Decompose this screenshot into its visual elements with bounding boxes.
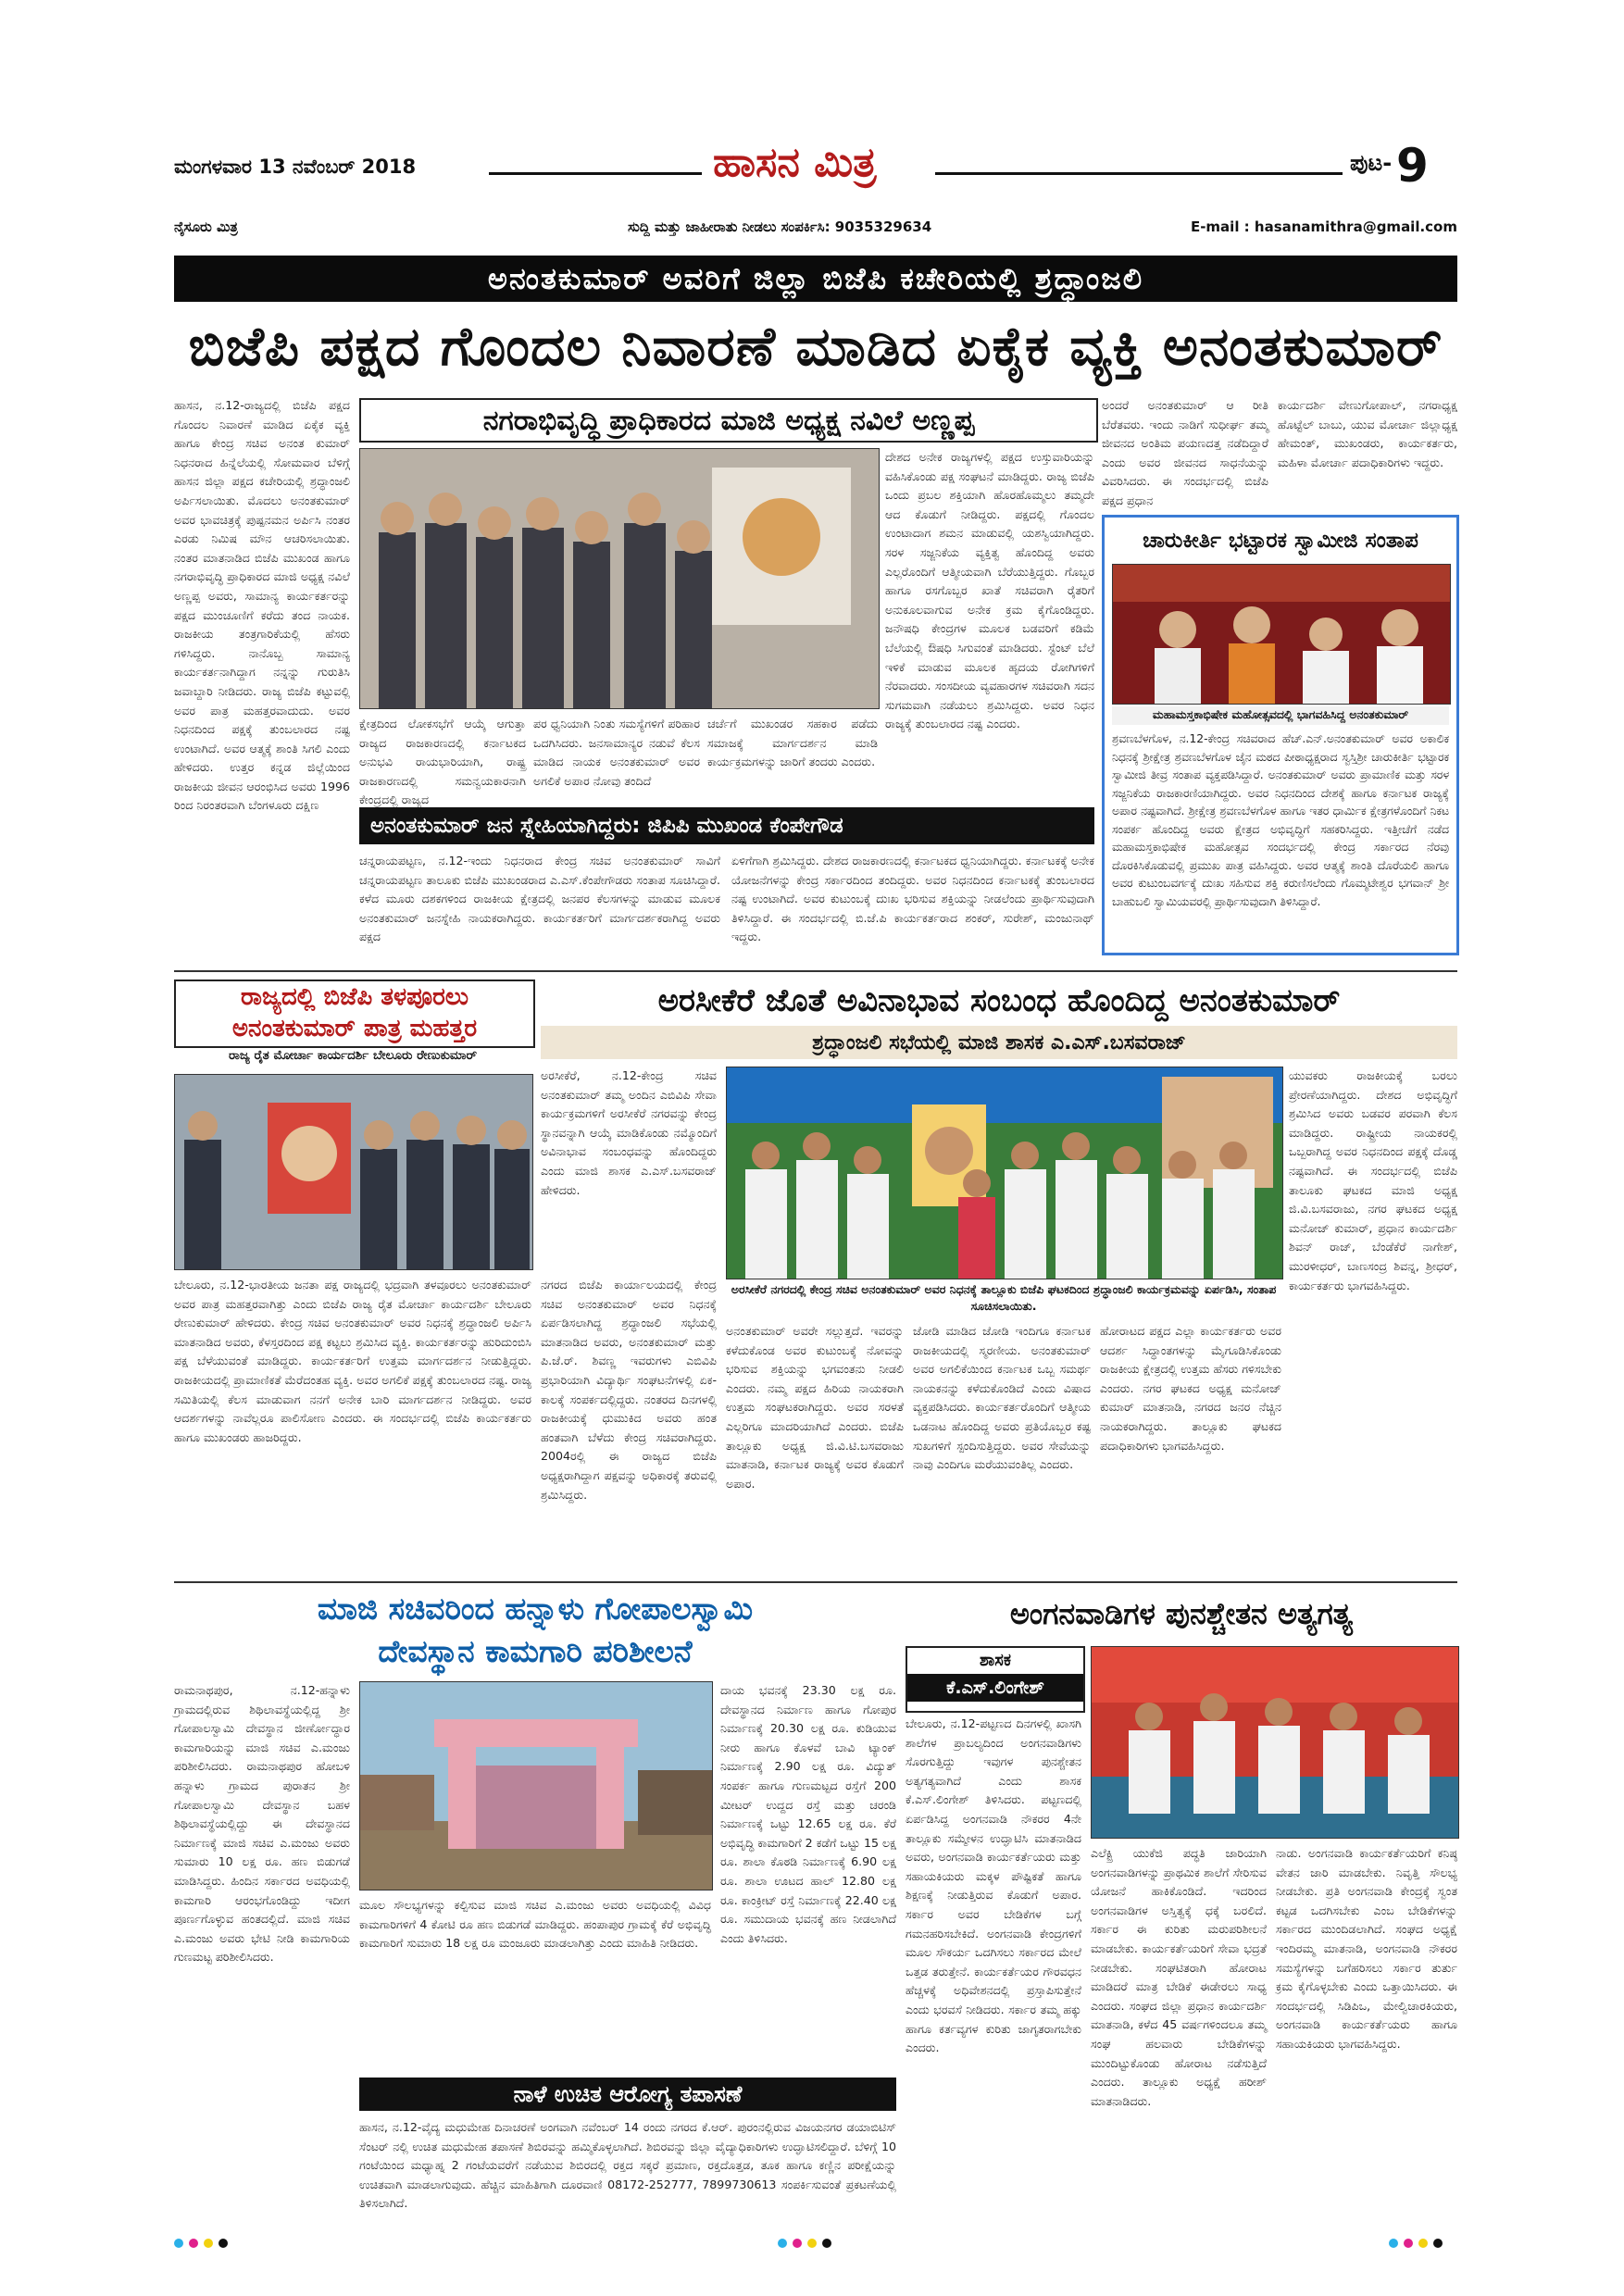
section-divider-1 [174, 970, 1457, 972]
story3-top-text2: ಕಾರ್ಯದರ್ಶಿ ವೇಣುಗೋಪಾಲ್, ನಗರಾಧ್ಯಕ್ಷ ಹೊಟ್ಟೆಲ್ ಬಾಬು, ಯುವ ಮೋರ್ಚಾ ಜಿಲ್ಲಾಧ್ಯಕ್ಷ ಹೇಮಂತ್, ಮುಖಂಡರು, ಕಾರ್ಯಕರ್ತರು, ಮಹಿಳಾ ಮೋರ್ಚಾ ಪದಾಧಿಕಾರಿಗಳು ಇದ್ದರು. [1278, 398, 1457, 469]
story6-photo [359, 1681, 713, 1890]
story3-photo [1112, 564, 1451, 705]
story8-byline-name: ಕೆ.ಎಸ್.ಲಿಂಗೇಶ್ [907, 1674, 1083, 1702]
story1-subhead: ನಗರಾಭಿವೃದ್ಧಿ ಪ್ರಾಧಿಕಾರದ ಮಾಜಿ ಅಧ್ಯಕ್ಷ ನವಿಲೆ ಅಣ್ಣಪ್ಪ [359, 398, 1098, 443]
story4-photo-graphic [175, 1075, 532, 1269]
story5-col1: ಅರಸೀಕೆರೆ, ನ.12-ಕೇಂದ್ರ ಸಚಿವ ಅನಂತಕುಮಾರ್ ತಮ್ಮ ಅಂದಿನ ಎಬಿವಿಪಿ ಸೇವಾ ಕಾರ್ಯಕ್ರಮಗಳಿಗೆ ಅರಸೀಕೆರೆ ನಗರವನ್ನು ಕೇಂದ್ರ ಸ್ಥಾನವನ್ನಾಗಿ ಆಯ್ಕೆ ಮಾಡಿಕೊಂಡು ನಮ್ಮೊಂದಿಗೆ ಅವಿನಾಭಾವ ಸಂಬಂಧವನ್ನು ಹೊಂದಿದ್ದರು ಎಂದು ಮಾಜಿ ಶಾಸಕ ಎ.ಎಸ್.ಬಸವರಾಜ್ ಹೇಳಿದರು. [541, 1068, 717, 1197]
top-banner: ಅನಂತಕುಮಾರ್ ಅವರಿಗೆ ಜಿಲ್ಲಾ ಬಿಜೆಪಿ ಕಚೇರಿಯಲ್ಲಿ ಶ್ರದ್ಧಾಂಜಲಿ [174, 256, 1457, 302]
story5-col2: ಅನಂತಕುಮಾರ್ ಅವರೇ ಸಲ್ಲುತ್ತದೆ. ಇವರನ್ನು ಕಳೆದುಕೊಂಡ ಅವರ ಕುಟುಂಬಕ್ಕೆ ನೋವನ್ನು ಭರಿಸುವ ಶಕ್ತಿಯನ್ನು ಭಗವಂತನು ನೀಡಲಿ ಎಂದರು. ನಮ್ಮ ಪಕ್ಷದ ಹಿರಿಯ ನಾಯಕರಾಗಿ ಉತ್ತಮ ಸಂಘಟಕರಾಗಿದ್ದರು. ಅವರ ಸರಳತೆ ಎಲ್ಲರಿಗೂ ಮಾದರಿಯಾಗಿದೆ ಎಂದರು. ಬಿಜೆಪಿ ತಾಲ್ಲೂಕು ಅಧ್ಯಕ್ಷ ಜಿ.ವಿ.ಟಿ.ಬಸವರಾಜು ಮಾತನಾಡಿ, ಕರ್ನಾಟಕ ರಾಜ್ಯಕ್ಕೆ ಅವರ ಕೊಡುಗೆ ಅಪಾರ. [726, 1324, 904, 1491]
story5-headline: ಅರಸೀಕೆರೆ ಜೊತೆ ಅವಿನಾಭಾವ ಸಂಬಂಧ ಹೊಂದಿದ್ದ ಅನಂತಕುಮಾರ್ [657, 982, 1341, 1019]
reg-dot-magenta [793, 2239, 802, 2248]
reg-dot-yellow [204, 2239, 213, 2248]
story8-headline: ಅಂಗನವಾಡಿಗಳ ಪುನಶ್ಚೇತನ ಅತ್ಯಗತ್ಯ [1009, 1595, 1354, 1631]
reg-dot-black [1433, 2239, 1443, 2248]
story3-top-text: ಅಂದರೆ ಅನಂತಕುಮಾರ್ ಆ ರೀತಿ ಬೆರೆತವರು. ಇಂದು ನಾಡಿಗೆ ಸುಧೀರ್ಘ ತಮ್ಮ ಜೀವನದ ಅಂತಿಮ ಪಯಣದತ್ತ ನಡೆದಿದ್ದಾರೆ ಎಂದು ಅವರ ಜೀವನದ ಸಾಧನೆಯನ್ನು ವಿವರಿಸಿದರು. ಈ ಸಂದರ್ಭದಲ್ಲಿ ಬಿಜೆಪಿ ಪಕ್ಷದ ಪ್ರಧಾನ [1102, 398, 1268, 507]
story8-byline-title: ಶಾಸಕ [980, 1651, 1011, 1670]
reg-dot-yellow [1418, 2239, 1428, 2248]
story3-body: ಶ್ರವಣಬೆಳಗೊಳ, ನ.12-ಕೇಂದ್ರ ಸಚಿವರಾದ ಹೆಚ್.ಎನ್.ಅನಂತಕುಮಾರ್ ಅವರ ಅಕಾಲಿಕ ನಿಧನಕ್ಕೆ ಶ್ರೀಕ್ಷೇತ್ರ ಶ್ರವಣಬೆಳಗೊಳ ಜೈನ ಮಠದ ಪೀಠಾಧ್ಯಕ್ಷರಾದ ಸ್ವಸ್ತಿಶ್ರೀ ಚಾರುಕೀರ್ತಿ ಭಟ್ಟಾರಕ ಸ್ವಾಮೀಜಿ ತೀವ್ರ ಸಂತಾಪ ವ್ಯಕ್ತಪಡಿಸಿದ್ದಾರೆ. ಅನಂತಕುಮಾರ್ ಅವರು ಪ್ರಾಮಾಣಿಕ ಮತ್ತು ಸರಳ ಸಜ್ಜನಿಕೆಯ ರಾಜಕಾರಣಿಯಾಗಿದ್ದರು. ಅವರ ನಿಧನದಿಂದ ದೇಶಕ್ಕೆ ಹಾಗೂ ಕರ್ನಾಟಕ ರಾಜ್ಯಕ್ಕೆ ಅಪಾರ ನಷ್ಟವಾಗಿದೆ. ಶ್ರೀಕ್ಷೇತ್ರ ಶ್ರವಣಬೆಳಗೊಳ ಹಾಗೂ ಇತರ ಧಾರ್ಮಿಕ ಕ್ಷೇತ್ರಗಳೊಂದಿಗೆ ನಿಕಟ ಸಂಪರ್ಕ ಹೊಂದಿದ್ದ ಅವರು ಕ್ಷೇತ್ರದ ಅಭಿವೃದ್ಧಿಗೆ ಸಹಕರಿಸಿದ್ದರು. ಇತ್ತೀಚೆಗೆ ನಡೆದ ಮಹಾಮಸ್ತಕಾಭಿಷೇಕ ಮಹೋತ್ಸವ ಸಂದರ್ಭದಲ್ಲಿ ಕೇಂದ್ರ ಸರ್ಕಾರದ ನೆರವು ದೊರಕಿಸಿಕೊಡುವಲ್ಲಿ ಪ್ರಮುಖ ಪಾತ್ರ ವಹಿಸಿದ್ದರು. ಅವರ ಆತ್ಮಕ್ಕೆ ಶಾಂತಿ ದೊರೆಯಲಿ ಹಾಗೂ ಅವರ ಕುಟುಂಬವರ್ಗಕ್ಕೆ ದುಃಖ ಸಹಿಸುವ ಶಕ್ತಿ ಕರುಣಿಸಲೆಂದು ಗೊಮ್ಮಟೇಶ್ವರ ಭಗವಾನ್ ಶ್ರೀ ಬಾಹುಬಲಿ ಸ್ವಾಮಿಯವರಲ್ಲಿ ಪ್ರಾರ್ಥಿಸುವುದಾಗಿ ತಿಳಿಸಿದ್ದಾರೆ. [1112, 732, 1449, 908]
reg-dot-black [822, 2239, 831, 2248]
story8-photo [1091, 1646, 1459, 1839]
reg-dot-black [219, 2239, 228, 2248]
story5-photo [726, 1067, 1283, 1279]
reg-dot-cyan [1389, 2239, 1398, 2248]
header-rule-right [935, 172, 1343, 175]
story6-photo-graphic [360, 1682, 712, 1890]
story4-photo [174, 1074, 533, 1270]
story8-col1: ಬೇಲೂರು, ನ.12-ಪಟ್ಟಣದ ದಿನಗಳಲ್ಲಿ ಖಾಸಗಿ ಶಾಲೆಗಳ ಪ್ರಾಬಲ್ಯದಿಂದ ಅಂಗನವಾಡಿಗಳು ಸೊರಗುತ್ತಿದ್ದು ಇವುಗಳ ಪುನಶ್ಚೇತನ ಅತ್ಯಗತ್ಯವಾಗಿದೆ ಎಂದು ಶಾಸಕ ಕೆ.ಎಸ್.ಲಿಂಗೇಶ್ ತಿಳಿಸಿದರು. ಪಟ್ಟಣದಲ್ಲಿ ಏರ್ಪಡಿಸಿದ್ದ ಅಂಗನವಾಡಿ ನೌಕರರ 4ನೇ ತಾಲ್ಲೂಕು ಸಮ್ಮೇಳನ ಉದ್ಘಾಟಿಸಿ ಮಾತನಾಡಿದ ಅವರು, ಅಂಗನವಾಡಿ ಕಾರ್ಯಕರ್ತೆಯರು ಮತ್ತು ಸಹಾಯಕಿಯರು ಮಕ್ಕಳ ಪೌಷ್ಟಿಕತೆ ಹಾಗೂ ಶಿಕ್ಷಣಕ್ಕೆ ನೀಡುತ್ತಿರುವ ಕೊಡುಗೆ ಅಪಾರ. ಸರ್ಕಾರ ಅವರ ಬೇಡಿಕೆಗಳ ಬಗ್ಗೆ ಗಮನಹರಿಸಬೇಕಿದೆ. ಅಂಗನವಾಡಿ ಕೇಂದ್ರಗಳಿಗೆ ಮೂಲ ಸೌಕರ್ಯ ಒದಗಿಸಲು ಸರ್ಕಾರದ ಮೇಲೆ ಒತ್ತಡ ತರುತ್ತೇನೆ. ಕಾರ್ಯಕರ್ತೆಯರ ಗೌರವಧನ ಹೆಚ್ಚಳಕ್ಕೆ ಅಧಿವೇಶನದಲ್ಲಿ ಪ್ರಸ್ತಾಪಿಸುತ್ತೇನೆ ಎಂದು ಭರವಸೆ ನೀಡಿದರು. ಸರ್ಕಾರ ತಮ್ಮ ಹಕ್ಕು ಹಾಗೂ ಕರ್ತವ್ಯಗಳ ಕುರಿತು ಜಾಗೃತರಾಗಬೇಕು ಎಂದರು. [906, 1716, 1081, 2055]
story3-photo-graphic [1113, 565, 1450, 704]
registration-marks-right [1389, 2239, 1443, 2248]
masthead-logo: ಹಾಸನ ಮಿತ್ರ [713, 139, 877, 186]
reg-dot-yellow [807, 2239, 817, 2248]
story2-col1: ಚನ್ನರಾಯಪಟ್ಟಣ, ನ.12-ಇಂದು ನಿಧನರಾದ ಕೇಂದ್ರ ಸಚಿವ ಅನಂತಕುಮಾರ್ ಸಾವಿಗೆ ಚನ್ನರಾಯಪಟ್ಟಣ ತಾಲೂಕು ಬಿಜೆಪಿ ಮುಖಂಡರಾದ ಎ.ಎಸ್.ಕೆಂಪೇಗೌಡರು ಸಂತಾಪ ಸೂಚಿಸಿದ್ದಾರೆ. ಕಳೆದ ಮೂರು ದಶಕಗಳಿಂದ ರಾಜಕೀಯ ಕ್ಷೇತ್ರದಲ್ಲಿ ಜನಪರ ಕೆಲಸಗಳನ್ನು ಮಾಡುವ ಮೂಲಕ ಅನಂತಕುಮಾರ್ ಜನಸ್ನೇಹಿ ನಾಯಕರಾಗಿದ್ದರು. ಕಾರ್ಯಕರ್ತರಿಗೆ ಮಾರ್ಗದರ್ಶಕರಾಗಿದ್ದ ಅವರು ಪಕ್ಷದ [359, 854, 720, 944]
story3-box [1102, 515, 1459, 955]
story1-photo-graphic [360, 449, 879, 708]
page-number: 9 [1396, 139, 1429, 193]
story5-col4: ಹೋರಾಟದ ಪಕ್ಷದ ಎಲ್ಲಾ ಕಾರ್ಯಕರ್ತರು ಅವರ ಆದರ್ಶ ಸಿದ್ಧಾಂತಗಳನ್ನು ಮೈಗೂಡಿಸಿಕೊಂಡು ರಾಜಕೀಯ ಕ್ಷೇತ್ರದಲ್ಲಿ ಉತ್ತಮ ಹೆಸರು ಗಳಿಸಬೇಕು ಎಂದರು. ನಗರ ಘಟಕದ ಅಧ್ಯಕ್ಷ ಮನೋಜ್ ಕುಮಾರ್ ಮಾತನಾಡಿ, ನಗರದ ಜನರ ನೆಚ್ಚಿನ ನಾಯಕರಾಗಿದ್ದರು. ತಾಲ್ಲೂಕು ಘಟಕದ ಪದಾಧಿಕಾರಿಗಳು ಭಾಗವಹಿಸಿದ್ದರು. [1100, 1324, 1281, 1453]
story1-col2: ಕ್ಷೇತ್ರದಿಂದ ಲೋಕಸಭೆಗೆ ಆಯ್ಕೆ ಆಗುತ್ತಾ ರಾಜ್ಯದ ರಾಜಕಾರಣದಲ್ಲಿ ಕರ್ನಾಟಕದ ಅನುಭವಿ ರಾಯಭಾರಿಯಾಗಿ, ರಾಷ್ಟ್ರ ರಾಜಕಾರಣದಲ್ಲಿ ಸಮನ್ವಯಕಾರನಾಗಿ ಕೇಂದ್ರದಲ್ಲಿ ರಾಜ್ಯದ [359, 717, 526, 807]
story3-caption: ಮಹಾಮಸ್ತಕಾಭಿಷೇಕ ಮಹೋತ್ಸವದಲ್ಲಿ ಭಾಗವಹಿಸಿದ್ದ ಅನಂತಕುಮಾರ್ [1112, 706, 1449, 725]
issue-date: ಮಂಗಳವಾರ 13 ನವೆಂಬರ್ 2018 [174, 156, 417, 178]
reg-dot-magenta [189, 2239, 198, 2248]
story8-photo-graphic [1092, 1647, 1458, 1838]
story1-col3: ಪರ ಧ್ವನಿಯಾಗಿ ನಿಂತು ಸಮಸ್ಯೆಗಳಿಗೆ ಪರಿಹಾರ ಒದಗಿಸಿದರು. ಜನಸಾಮಾನ್ಯರ ನಡುವೆ ಕೆಲಸ ಮಾಡಿದ ನಾಯಕ ಅನಂತಕುಮಾರ್ ಅವರ ಅಗಲಿಕೆ ಅಪಾರ ನೋವು ತಂದಿದೆ [533, 717, 700, 788]
story5-col5: ಯುವಕರು ರಾಜಕೀಯಕ್ಕೆ ಬರಲು ಪ್ರೇರಣೆಯಾಗಿದ್ದರು. ದೇಶದ ಅಭಿವೃದ್ಧಿಗೆ ಶ್ರಮಿಸಿದ ಅವರು ಬಡವರ ಪರವಾಗಿ ಕೆಲಸ ಮಾಡಿದ್ದರು. ರಾಷ್ಟ್ರೀಯ ನಾಯಕರಲ್ಲಿ ಒಬ್ಬರಾಗಿದ್ದ ಅವರ ನಿಧನದಿಂದ ಪಕ್ಷಕ್ಕೆ ದೊಡ್ಡ ನಷ್ಟವಾಗಿದೆ. ಈ ಸಂದರ್ಭದಲ್ಲಿ ಬಿಜೆಪಿ ತಾಲೂಕು ಘಟಕದ ಮಾಜಿ ಅಧ್ಯಕ್ಷ ಜಿ.ವಿ.ಬಸವರಾಜು, ನಗರ ಘಟಕದ ಅಧ್ಯಕ್ಷ ಮನೋಜ್ ಕುಮಾರ್, ಪ್ರಧಾನ ಕಾರ್ಯದರ್ಶಿ ಶಿವನ್ ರಾಜ್, ಬೆಂಡೆಕೆರೆ ನಾಗೇಶ್, ಮುರಳೀಧರ್, ಬಾಣಸಂದ್ರ ಶಿವನ್ನ, ಶ್ರೀಧರ್, ಕಾರ್ಯಕರ್ತರು ಭಾಗವಹಿಸಿದ್ದರು. [1289, 1068, 1457, 1292]
header-rule-left [489, 172, 702, 175]
story5-caption: ಅರಸೀಕೆರೆ ನಗರದಲ್ಲಿ ಕೇಂದ್ರ ಸಚಿವ ಅನಂತಕುಮಾರ್ ಅವರ ನಿಧನಕ್ಕೆ ತಾಲ್ಲೂಕು ಬಿಜೆಪಿ ಘಟಕದಿಂದ ಶ್ರದ್ಧಾಂಜಲಿ ಕಾರ್ಯಕ್ರಮವನ್ನು ಏರ್ಪಡಿಸಿ, ಸಂತಾಪ ಸೂಚಿಸಲಾಯಿತು. [731, 1282, 1277, 1313]
story8-col3: ನಾಡು. ಅಂಗನವಾಡಿ ಕಾರ್ಯಕರ್ತೆಯರಿಗೆ ಕನಿಷ್ಠ ವೇತನ ಜಾರಿ ಮಾಡಬೇಕು. ನಿವೃತ್ತಿ ಸೌಲಭ್ಯ ನೀಡಬೇಕು. ಪ್ರತಿ ಅಂಗನವಾಡಿ ಕೇಂದ್ರಕ್ಕೆ ಸ್ವಂತ ಕಟ್ಟಡ ಒದಗಿಸಬೇಕು ಎಂಬ ಬೇಡಿಕೆಗಳನ್ನು ಸರ್ಕಾರದ ಮುಂದಿಡಲಾಗಿದೆ. ಸಂಘದ ಅಧ್ಯಕ್ಷೆ ಇಂದಿರಮ್ಮ ಮಾತನಾಡಿ, ಅಂಗನವಾಡಿ ನೌಕರರ ಸಮಸ್ಯೆಗಳನ್ನು ಬಗೆಹರಿಸಲು ಸರ್ಕಾರ ತುರ್ತು ಕ್ರಮ ಕೈಗೊಳ್ಳಬೇಕು ಎಂದು ಒತ್ತಾಯಿಸಿದರು. ಈ ಸಂದರ್ಭದಲ್ಲಿ ಸಿಡಿಪಿಒ, ಮೇಲ್ವಿಚಾರಕಿಯರು, ಅಂಗನವಾಡಿ ಕಾರ್ಯಕರ್ತೆಯರು ಹಾಗೂ ಸಹಾಯಕಿಯರು ಭಾಗವಹಿಸಿದ್ದರು. [1276, 1846, 1457, 2051]
story4-body: ಬೇಲೂರು, ನ.12-ಭಾರತೀಯ ಜನತಾ ಪಕ್ಷ ರಾಜ್ಯದಲ್ಲಿ ಭದ್ರವಾಗಿ ತಳವೂರಲು ಅನಂತಕುಮಾರ್ ಅವರ ಪಾತ್ರ ಮಹತ್ತರವಾಗಿತ್ತು ಎಂದು ಬಿಜೆಪಿ ರಾಜ್ಯ ರೈತ ಮೋರ್ಚಾ ಕಾರ್ಯದರ್ಶಿ ಬೇಲೂರು ರೇಣುಕುಮಾರ್ ಹೇಳಿದರು. ಕೇಂದ್ರ ಸಚಿವ ಅನಂತಕುಮಾರ್ ಅವರ ನಿಧನಕ್ಕೆ ಶ್ರದ್ಧಾಂಜಲಿ ಅರ್ಪಿಸಿ ಮಾತನಾಡಿದ ಅವರು, ಕೆಳಸ್ತರದಿಂದ ಪಕ್ಷ ಕಟ್ಟಲು ಶ್ರಮಿಸಿದ ವ್ಯಕ್ತಿ. ಕಾರ್ಯಕರ್ತರನ್ನು ಹುರಿದುಂಬಿಸಿ ಪಕ್ಷ ಬೆಳೆಯುವಂತೆ ಮಾಡಿದ್ದರು. ಕಾರ್ಯಕರ್ತರಿಗೆ ಉತ್ತಮ ಮಾರ್ಗದರ್ಶನ ನೀಡುತ್ತಿದ್ದರು. ರಾಜಕೀಯದಲ್ಲಿ ಪ್ರಾಮಾಣಿಕತೆ ಮೆರೆದಂತಹ ವ್ಯಕ್ತಿ. ಅವರ ಅಗಲಿಕೆ ಪಕ್ಷಕ್ಕೆ ತುಂಬಲಾರದ ನಷ್ಟ. ರಾಜ್ಯ ಸಮಿತಿಯಲ್ಲಿ ಕೆಲಸ ಮಾಡುವಾಗ ನನಗೆ ಅನೇಕ ಬಾರಿ ಮಾರ್ಗದರ್ಶನ ನೀಡಿದ್ದರು. ಅವರ ಆದರ್ಶಗಳನ್ನು ನಾವೆಲ್ಲರೂ ಪಾಲಿಸೋಣ ಎಂದರು. ಈ ಸಂದರ್ಭದಲ್ಲಿ ಬಿಜೆಪಿ ಕಾರ್ಯಕರ್ತರು ಹಾಗೂ ಮುಖಂಡರು ಹಾಜರಿದ್ದರು. [174, 1278, 531, 1444]
story2-subhead: ಅನಂತಕುಮಾರ್ ಜನ ಸ್ನೇಹಿಯಾಗಿದ್ದರು: ಜಿಪಿಪಿ ಮುಖಂಡ ಕೆಂಪೇಗೌಡ [359, 807, 1094, 844]
story6-col3: ದಾಯ ಭವನಕ್ಕೆ 23.30 ಲಕ್ಷ ರೂ. ದೇವಸ್ಥಾನದ ನಿರ್ಮಾಣ ಹಾಗೂ ಗೋಪುರ ನಿರ್ಮಾಣಕ್ಕೆ 20.30 ಲಕ್ಷ ರೂ. ಕುಡಿಯುವ ನೀರು ಹಾಗೂ ಕೊಳವೆ ಬಾವಿ ಟ್ಯಾಂಕ್ ನಿರ್ಮಾಣಕ್ಕೆ 2.90 ಲಕ್ಷ ರೂ. ವಿದ್ಯುತ್ ಸಂಪರ್ಕ ಹಾಗೂ ಗುಣಮಟ್ಟದ ರಸ್ತೆಗೆ 200 ಮೀಟರ್ ಉದ್ದದ ರಸ್ತೆ ಮತ್ತು ಚರಂಡಿ ನಿರ್ಮಾಣಕ್ಕೆ ಒಟ್ಟು 12.65 ಲಕ್ಷ ರೂ. ಕೆರೆ ಅಭಿವೃದ್ಧಿ ಕಾಮಗಾರಿಗೆ 2 ಕಡೆಗೆ ಒಟ್ಟು 15 ಲಕ್ಷ ರೂ. ಶಾಲಾ ಕೊಠಡಿ ನಿರ್ಮಾಣಕ್ಕೆ 6.90 ಲಕ್ಷ ರೂ. ಶಾಲಾ ಊಟದ ಹಾಲ್ 12.80 ಲಕ್ಷ ರೂ. ಕಾಂಕ್ರೀಟ್ ರಸ್ತೆ ನಿರ್ಮಾಣಕ್ಕೆ 22.40 ಲಕ್ಷ ರೂ. ಸಮುದಾಯ ಭವನಕ್ಕೆ ಹಣ ನೀಡಲಾಗಿದೆ ಎಂದು ತಿಳಿಸಿದರು. [720, 1683, 896, 1945]
story2-col2: ಏಳಿಗೆಗಾಗಿ ಶ್ರಮಿಸಿದ್ದರು. ದೇಶದ ರಾಜಕಾರಣದಲ್ಲಿ ಕರ್ನಾಟಕದ ಧ್ವನಿಯಾಗಿದ್ದರು. ಕರ್ನಾಟಕಕ್ಕೆ ಅನೇಕ ಯೋಜನೆಗಳನ್ನು ಕೇಂದ್ರ ಸರ್ಕಾರದಿಂದ ತಂದಿದ್ದರು. ಅವರ ನಿಧನದಿಂದ ಕರ್ನಾಟಕಕ್ಕೆ ತುಂಬಲಾರದ ನಷ್ಟ ಉಂಟಾಗಿದೆ. ಅವರ ಕುಟುಂಬಕ್ಕೆ ದುಃಖ ಭರಿಸುವ ಶಕ್ತಿಯನ್ನು ನೀಡಲೆಂದು ಪ್ರಾರ್ಥಿಸುವುದಾಗಿ ತಿಳಿಸಿದ್ದಾರೆ. ಈ ಸಂದರ್ಭದಲ್ಲಿ ಬಿ.ಜೆ.ಪಿ ಕಾರ್ಯಕರ್ತರಾದ ಶಂಕರ್, ಸುರೇಶ್, ಮಂಜುನಾಥ್ ಇದ್ದರು. [731, 854, 1094, 944]
reg-dot-cyan [778, 2239, 787, 2248]
reg-dot-cyan [174, 2239, 183, 2248]
story7-headline: ನಾಳೆ ಉಚಿತ ಆರೋಗ್ಯ ತಪಾಸಣೆ [359, 2078, 896, 2111]
story6-caption: ಮೂಲ ಸೌಲಭ್ಯಗಳನ್ನು ಕಲ್ಪಿಸುವ ಮಾಜಿ ಸಚಿವ ಎ.ಮಂಜು ಅವರು ಅವಧಿಯಲ್ಲಿ ವಿವಿಧ ಕಾಮಗಾರಿಗಳಿಗೆ 4 ಕೋಟಿ ರೂ ಹಣ ಬಿಡುಗಡೆ ಮಾಡಿದ್ದರು. ಹಂಪಾಪುರ ಗ್ರಾಮಕ್ಕೆ ಕೆರೆ ಅಭಿವೃದ್ಧಿ ಕಾಮಗಾರಿಗೆ ಸುಮಾರು 18 ಲಕ್ಷ ರೂ ಮಂಜೂರು ಮಾಡಲಾಗಿತ್ತು ಎಂದು ಮಾಹಿತಿ ನೀಡಿದರು. [359, 1898, 711, 1951]
email-line: E-mail : hasanamithra@gmail.com [1190, 218, 1457, 235]
story1-col5: ದೇಶದ ಅನೇಕ ರಾಜ್ಯಗಳಲ್ಲಿ ಪಕ್ಷದ ಉಸ್ತುವಾರಿಯನ್ನು ವಹಿಸಿಕೊಂಡು ಪಕ್ಷ ಸಂಘಟನೆ ಮಾಡಿದ್ದರು. ರಾಜ್ಯ ಬಿಜೆಪಿ ಒಂದು ಪ್ರಬಲ ಶಕ್ತಿಯಾಗಿ ಹೊರಹೊಮ್ಮಲು ತಮ್ಮದೇ ಆದ ಕೊಡುಗೆ ನೀಡಿದ್ದರು. ಪಕ್ಷದಲ್ಲಿ ಗೊಂದಲ ಉಂಟಾದಾಗ ಶಮನ ಮಾಡುವಲ್ಲಿ ಯಶಸ್ವಿಯಾಗಿದ್ದರು. ಸರಳ ಸಜ್ಜನಿಕೆಯ ವ್ಯಕ್ತಿತ್ವ ಹೊಂದಿದ್ದ ಅವರು ಎಲ್ಲರೊಂದಿಗೆ ಆತ್ಮೀಯವಾಗಿ ಬೆರೆಯುತ್ತಿದ್ದರು. ಗೊಬ್ಬರ ಹಾಗೂ ರಸಗೊಬ್ಬರ ಖಾತೆ ಸಚಿವರಾಗಿ ರೈತರಿಗೆ ಅನುಕೂಲವಾಗುವ ಅನೇಕ ಕ್ರಮ ಕೈಗೊಂಡಿದ್ದರು. ಜನೌಷಧಿ ಕೇಂದ್ರಗಳ ಮೂಲಕ ಬಡವರಿಗೆ ಕಡಿಮೆ ಬೆಲೆಯಲ್ಲಿ ಔಷಧಿ ಸಿಗುವಂತೆ ಮಾಡಿದರು. ಸ್ಟೆಂಟ್ ಬೆಲೆ ಇಳಿಕೆ ಮಾಡುವ ಮೂಲಕ ಹೃದಯ ರೋಗಿಗಳಿಗೆ ನೆರವಾದರು. ಸಂಸದೀಯ ವ್ಯವಹಾರಗಳ ಸಚಿವರಾಗಿ ಸದನ ಸುಗಮವಾಗಿ ನಡೆಯಲು ಶ್ರಮಿಸಿದ್ದರು. ಅವರ ನಿಧನ ರಾಜ್ಯಕ್ಕೆ ತುಂಬಲಾರದ ನಷ್ಟ ಎಂದರು. [885, 450, 1094, 731]
page-label: ಪುಟ- [1350, 150, 1393, 176]
registration-marks-left [174, 2239, 228, 2248]
story7-body: ಹಾಸನ, ನ.12-ವೈದ್ಯ ಮಧುಮೇಹ ದಿನಾಚರಣೆ ಅಂಗವಾಗಿ ನವೆಂಬರ್ 14 ರಂದು ನಗರದ ಕೆ.ಆರ್. ಪುರಂನಲ್ಲಿರುವ ವಿಜಯನಗರ ಡಯಾಬಿಟಿಸ್ ಸೆಂಟರ್ ನಲ್ಲಿ ಉಚಿತ ಮಧುಮೇಹ ತಪಾಸಣೆ ಶಿಬಿರವನ್ನು ಹಮ್ಮಿಕೊಳ್ಳಲಾಗಿದೆ. ಶಿಬಿರವನ್ನು ಜಿಲ್ಲಾ ವೈದ್ಯಾಧಿಕಾರಿಗಳು ಉದ್ಘಾಟಿಸಲಿದ್ದಾರೆ. ಬೆಳಿಗ್ಗೆ 10 ಗಂಟೆಯಿಂದ ಮಧ್ಯಾಹ್ನ 2 ಗಂಟೆಯವರೆಗೆ ನಡೆಯುವ ಶಿಬಿರದಲ್ಲಿ ರಕ್ತದ ಸಕ್ಕರೆ ಪ್ರಮಾಣ, ರಕ್ತದೊತ್ತಡ, ತೂಕ ಹಾಗೂ ಕಣ್ಣಿನ ಪರೀಕ್ಷೆಯನ್ನು ಉಚಿತವಾಗಿ ಮಾಡಲಾಗುವುದು. ಹೆಚ್ಚಿನ ಮಾಹಿತಿಗಾಗಿ ದೂರವಾಣಿ 08172-252777, 7899730613 ಸಂಪರ್ಕಿಸುವಂತೆ ಪ್ರಕಟಣೆಯಲ್ಲಿ ತಿಳಿಸಲಾಗಿದೆ. [359, 2120, 896, 2211]
story4-byline: ರಾಜ್ಯ ರೈತ ಮೋರ್ಚಾ ಕಾರ್ಯದರ್ಶಿ ಬೇಲೂರು ರೇಣುಕುಮಾರ್ [228, 1048, 478, 1063]
story1-col1: ಹಾಸನ, ನ.12-ರಾಜ್ಯದಲ್ಲಿ ಬಿಜೆಪಿ ಪಕ್ಷದ ಗೊಂದಲ ನಿವಾರಣೆ ಮಾಡಿದ ಏಕೈಕ ವ್ಯಕ್ತಿ ಹಾಗೂ ಕೇಂದ್ರ ಸಚಿವ ಅನಂತ ಕುಮಾರ್ ನಿಧನರಾದ ಹಿನ್ನೆಲೆಯಲ್ಲಿ ಸೋಮವಾರ ಬೆಳಿಗ್ಗೆ ಹಾಸನ ಜಿಲ್ಲಾ ಪಕ್ಷದ ಕಚೇರಿಯಲ್ಲಿ ಶ್ರದ್ಧಾಂಜಲಿ ಅರ್ಪಿಸಲಾಯಿತು. ಮೊದಲು ಅನಂತಕುಮಾರ್ ಅವರ ಭಾವಚಿತ್ರಕ್ಕೆ ಪುಷ್ಪನಮನ ಅರ್ಪಿಸಿ ನಂತರ ಎರಡು ನಿಮಿಷ ಮೌನ ಆಚರಿಸಲಾಯಿತು. ನಂತರ ಮಾತನಾಡಿದ ಬಿಜೆಪಿ ಮುಖಂಡ ಹಾಗೂ ನಗರಾಭಿವೃದ್ಧಿ ಪ್ರಾಧಿಕಾರದ ಮಾಜಿ ಅಧ್ಯಕ್ಷ ನವಿಲೆ ಅಣ್ಣಪ್ಪ ಅವರು, ಸಾಮಾನ್ಯ ಕಾರ್ಯಕರ್ತರನ್ನು ಪಕ್ಷದ ಮುಂಚೂಣಿಗೆ ಕರೆದು ತಂದ ನಾಯಕ. ರಾಜಕೀಯ ತಂತ್ರಗಾರಿಕೆಯಲ್ಲಿ ಹೆಸರು ಗಳಿಸಿದ್ದರು. ನಾನೊಬ್ಬ ಸಾಮಾನ್ಯ ಕಾರ್ಯಕರ್ತನಾಗಿದ್ದಾಗ ನನ್ನನ್ನು ಗುರುತಿಸಿ ಜವಾಬ್ದಾರಿ ನೀಡಿದರು. ರಾಜ್ಯ ಬಿಜೆಪಿ ಕಟ್ಟುವಲ್ಲಿ ಅವರ ಪಾತ್ರ ಮಹತ್ತರವಾದುದು. ಅವರ ನಿಧನದಿಂದ ಪಕ್ಷಕ್ಕೆ ತುಂಬಲಾರದ ನಷ್ಟ ಉಂಟಾಗಿದೆ. ಅವರ ಆತ್ಮಕ್ಕೆ ಶಾಂತಿ ಸಿಗಲಿ ಎಂದು ಹೇಳಿದರು. ಉತ್ತರ ಕನ್ನಡ ಜಿಲ್ಲೆಯಿಂದ ರಾಜಕೀಯ ಜೀವನ ಆರಂಭಿಸಿದ ಅವರು 1996 ರಿಂದ ನಿರಂತರವಾಗಿ ಬೆಂಗಳೂರು ದಕ್ಷಿಣ [174, 398, 350, 813]
story5-photo-graphic [727, 1067, 1282, 1279]
story8-byline [906, 1646, 1085, 1713]
section-divider-2 [174, 1581, 1457, 1583]
story4-headline: ರಾಜ್ಯದಲ್ಲಿ ಬಿಜೆಪಿ ತಳಪೂರಲು ಅನಂತಕುಮಾರ್ ಪಾತ್ರ ಮಹತ್ತರ [174, 980, 535, 1048]
reg-dot-magenta [1404, 2239, 1413, 2248]
story3-subhead: ಚಾರುಕೀರ್ತಿ ಭಟ್ಟಾರಕ ಸ್ವಾಮೀಜಿ ಸಂತಾಪ [1143, 529, 1418, 553]
story5-subhead: ಶ್ರದ್ಧಾಂಜಲಿ ಸಭೆಯಲ್ಲಿ ಮಾಜಿ ಶಾಸಕ ಎ.ಎಸ್.ಬಸವರಾಜ್ [541, 1026, 1457, 1059]
story1-col4: ಚರ್ಚೆಗೆ ಮುಖಂಡರ ಸಹಕಾರ ಪಡೆದು ಸಮಾಜಕ್ಕೆ ಮಾರ್ಗದರ್ಶನ ಮಾಡಿ ಕಾರ್ಯಕ್ರಮಗಳನ್ನು ಜಾರಿಗೆ ತಂದರು ಎಂದರು. [707, 717, 878, 769]
contact-line: ಸುದ್ದಿ ಮತ್ತು ಜಾಹೀರಾತು ನೀಡಲು ಸಂಪರ್ಕಿಸಿ: 9035329634 [628, 218, 932, 235]
story8-col2: ಎಲೆಕ್ಟ್ರಿ ಯುಕೆಜಿ ಪದ್ಧತಿ ಜಾರಿಯಾಗಿ ಅಂಗನವಾಡಿಗಳನ್ನು ಪ್ರಾಥಮಿಕ ಶಾಲೆಗೆ ಸೇರಿಸುವ ಯೋಜನೆ ಹಾಕಿಕೊಂಡಿದೆ. ಇದರಿಂದ ಅಂಗನವಾಡಿಗಳ ಅಸ್ತಿತ್ವಕ್ಕೆ ಧಕ್ಕೆ ಬರಲಿದೆ. ಸರ್ಕಾರ ಈ ಕುರಿತು ಮರುಪರಿಶೀಲನೆ ಮಾಡಬೇಕು. ಕಾರ್ಯಕರ್ತೆಯರಿಗೆ ಸೇವಾ ಭದ್ರತೆ ನೀಡಬೇಕು. ಸಂಘಟಿತರಾಗಿ ಹೋರಾಟ ಮಾಡಿದರೆ ಮಾತ್ರ ಬೇಡಿಕೆ ಈಡೇರಲು ಸಾಧ್ಯ ಎಂದರು. ಸಂಘದ ಜಿಲ್ಲಾ ಪ್ರಧಾನ ಕಾರ್ಯದರ್ಶಿ ಮಾತನಾಡಿ, ಕಳೆದ 45 ವರ್ಷಗಳಿಂದಲೂ ತಮ್ಮ ಸಂಘ ಹಲವಾರು ಬೇಡಿಕೆಗಳನ್ನು ಮುಂದಿಟ್ಟುಕೊಂಡು ಹೋರಾಟ ನಡೆಸುತ್ತಿದೆ ಎಂದರು. ತಾಲ್ಲೂಕು ಅಧ್ಯಕ್ಷೆ ಹರೀಶ್ ಮಾತನಾಡಿದರು. [1091, 1846, 1267, 2108]
story6-headline-line1: ಮಾಜಿ ಸಚಿವರಿಂದ ಹನ್ನಾಳು ಗೋಪಾಲಸ್ವಾಮಿ [317, 1591, 754, 1627]
story6-col1: ರಾಮನಾಥಪುರ, ನ.12-ಹನ್ನಾಳು ಗ್ರಾಮದಲ್ಲಿರುವ ಶಿಥಿಲಾವಸ್ಥೆಯಲ್ಲಿದ್ದ ಶ್ರೀ ಗೋಪಾಲಸ್ವಾಮಿ ದೇವಸ್ಥಾನ ಜೀರ್ಣೋದ್ಧಾರ ಕಾಮಗಾರಿಯನ್ನು ಮಾಜಿ ಸಚಿವ ಎ.ಮಂಜು ಪರಿಶೀಲಿಸಿದರು. ರಾಮನಾಥಪುರ ಹೋಬಳಿ ಹನ್ನಾಳು ಗ್ರಾಮದ ಪುರಾತನ ಶ್ರೀ ಗೋಪಾಲಸ್ವಾಮಿ ದೇವಸ್ಥಾನ ಬಹಳ ಶಿಥಿಲಾವಸ್ಥೆಯಲ್ಲಿದ್ದು ಈ ದೇವಸ್ಥಾನದ ನಿರ್ಮಾಣಕ್ಕೆ ಮಾಜಿ ಸಚಿವ ಎ.ಮಂಜು ಅವರು ಸುಮಾರು 10 ಲಕ್ಷ ರೂ. ಹಣ ಬಿಡುಗಡೆ ಮಾಡಿಸಿದ್ದರು. ಹಿಂದಿನ ಸರ್ಕಾರದ ಅವಧಿಯಲ್ಲಿ ಕಾಮಗಾರಿ ಆರಂಭಗೊಂಡಿದ್ದು ಇದೀಗ ಪೂರ್ಣಗೊಳ್ಳುವ ಹಂತದಲ್ಲಿದೆ. ಮಾಜಿ ಸಚಿವ ಎ.ಮಂಜು ಅವರು ಭೇಟಿ ನೀಡಿ ಕಾಮಗಾರಿಯ ಗುಣಮಟ್ಟ ಪರಿಶೀಲಿಸಿದರು. [174, 1683, 350, 1965]
story5-col1b: ನಗರದ ಬಿಜೆಪಿ ಕಾರ್ಯಾಲಯದಲ್ಲಿ ಕೇಂದ್ರ ಸಚಿವ ಅನಂತಕುಮಾರ್ ಅವರ ನಿಧನಕ್ಕೆ ಏರ್ಪಡಿಸಲಾಗಿದ್ದ ಶ್ರದ್ಧಾಂಜಲಿ ಸಭೆಯಲ್ಲಿ ಮಾತನಾಡಿದ ಅವರು, ಅನಂತಕುಮಾರ್ ಮತ್ತು ಪಿ.ಜೆ.ರ್. ಶಿವಣ್ಣ ಇವರುಗಳು ಎಬಿವಿಪಿ ಪ್ರಭಾರಿಯಾಗಿ ವಿದ್ಯಾರ್ಥಿ ಸಂಘಟನೆಗಳಲ್ಲಿ ಏಕ-ಕಾಲಕ್ಕೆ ಸಂಪರ್ಕದಲ್ಲಿದ್ದರು. ನಂತರದ ದಿನಗಳಲ್ಲಿ ರಾಜಕೀಯಕ್ಕೆ ಧುಮುಕಿದ ಅವರು ಹಂತ ಹಂತವಾಗಿ ಬೆಳೆದು ಕೇಂದ್ರ ಸಚಿವರಾಗಿದ್ದರು. 2004ರಲ್ಲಿ ಈ ರಾಜ್ಯದ ಬಿಜೆಪಿ ಅಧ್ಯಕ್ಷರಾಗಿದ್ದಾಗ ಪಕ್ಷವನ್ನು ಅಧಿಕಾರಕ್ಕೆ ತರುವಲ್ಲಿ ಶ್ರಮಿಸಿದ್ದರು. [541, 1278, 717, 1502]
story5-col3: ಜೋಡಿ ಮಾಡಿದ ಜೋಡಿ ಇಂದಿಗೂ ಕರ್ನಾಟಕ ರಾಜಕೀಯದಲ್ಲಿ ಸ್ಮರಣೀಯ. ಅನಂತಕುಮಾರ್ ಅವರ ಅಗಲಿಕೆಯಿಂದ ಕರ್ನಾಟಕ ಒಬ್ಬ ಸಮರ್ಥ ನಾಯಕನನ್ನು ಕಳೆದುಕೊಂಡಿದೆ ಎಂದು ವಿಷಾದ ವ್ಯಕ್ತಪಡಿಸಿದರು. ಕಾರ್ಯಕರ್ತರೊಂದಿಗೆ ಆತ್ಮೀಯ ಒಡನಾಟ ಹೊಂದಿದ್ದ ಅವರು ಪ್ರತಿಯೊಬ್ಬರ ಕಷ್ಟ ಸುಖಗಳಿಗೆ ಸ್ಪಂದಿಸುತ್ತಿದ್ದರು. ಅವರ ಸೇವೆಯನ್ನು ನಾವು ಎಂದಿಗೂ ಮರೆಯುವಂತಿಲ್ಲ ಎಂದರು. [913, 1324, 1091, 1472]
registration-marks-center [778, 2239, 831, 2248]
left-tag: ನೈಸೂರು ಮಿತ್ರ [174, 218, 238, 235]
contact-strip [174, 218, 1457, 243]
main-headline: ಬಿಜೆಪಿ ಪಕ್ಷದ ಗೊಂದಲ ನಿವಾರಣೆ ಮಾಡಿದ ಏಕೈಕ ವ್ಯಕ್ತಿ ಅನಂತಕುಮಾರ್ [188, 314, 1443, 378]
story6-headline-line2: ದೇವಸ್ಥಾನ ಕಾಮಗಾರಿ ಪರಿಶೀಲನೆ [378, 1633, 693, 1669]
story1-photo [359, 448, 880, 709]
